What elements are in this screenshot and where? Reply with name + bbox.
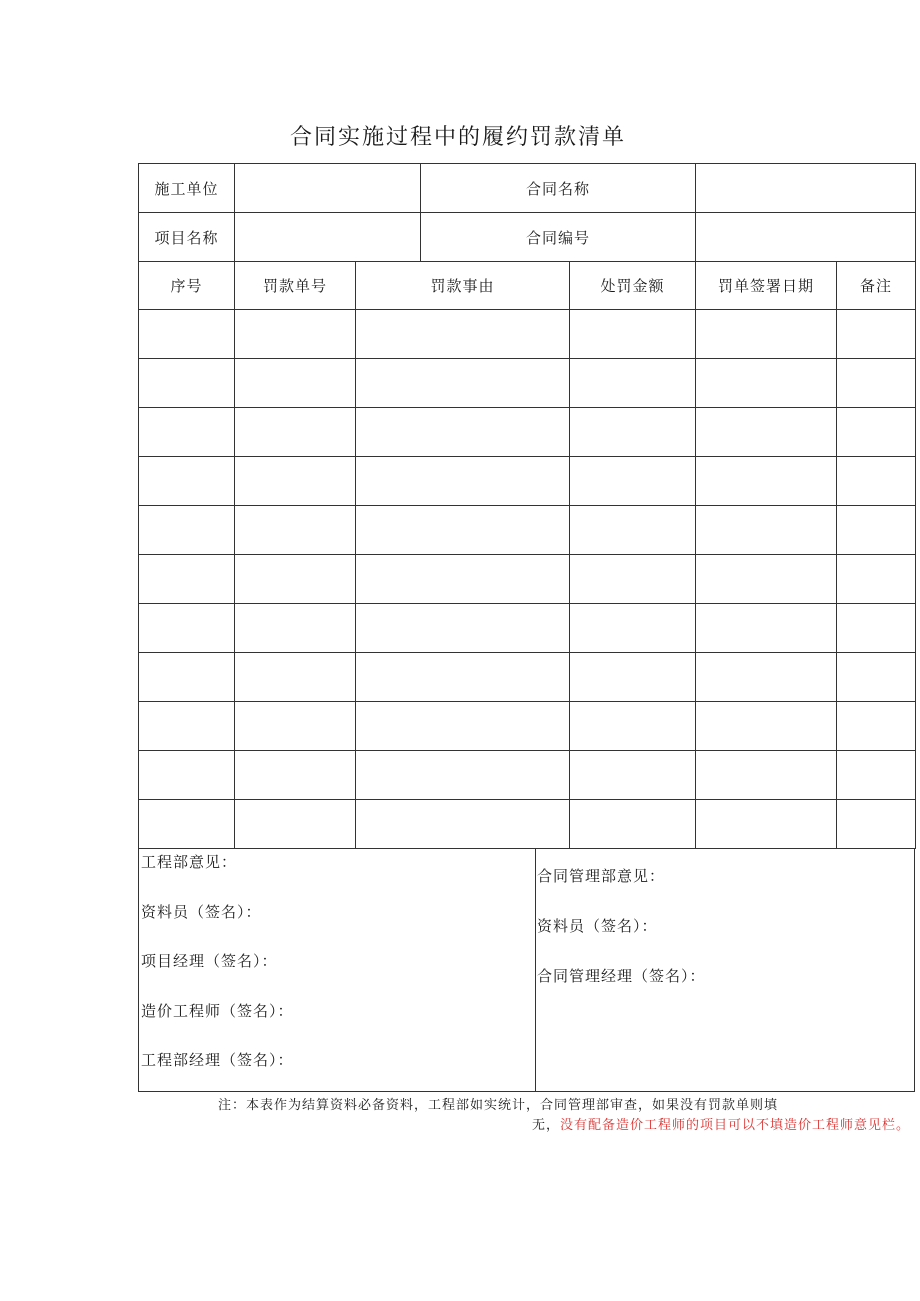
penalty-no-cell[interactable] bbox=[235, 359, 356, 408]
amount-cell[interactable] bbox=[570, 506, 696, 555]
header-remark: 备注 bbox=[837, 262, 916, 310]
penalty-no-cell[interactable] bbox=[235, 408, 356, 457]
remark-cell[interactable] bbox=[837, 506, 916, 555]
penalty-no-cell[interactable] bbox=[235, 457, 356, 506]
seq-cell[interactable] bbox=[139, 702, 235, 751]
sign-date-cell[interactable] bbox=[696, 359, 837, 408]
reason-cell[interactable] bbox=[356, 457, 570, 506]
seq-cell[interactable] bbox=[139, 604, 235, 653]
opinions-section bbox=[138, 849, 915, 1092]
table-row bbox=[139, 653, 916, 702]
info-row-1 bbox=[139, 164, 916, 213]
sign-date-cell[interactable] bbox=[696, 702, 837, 751]
seq-cell[interactable] bbox=[139, 310, 235, 359]
page-title-text: 合同实施过程中的履约罚款清单 bbox=[289, 125, 626, 150]
remark-cell[interactable] bbox=[837, 800, 916, 849]
contract-dept-opinion-label: 合同管理部意见： bbox=[537, 867, 666, 885]
remark-cell[interactable] bbox=[837, 408, 916, 457]
project-manager-sign-label: 项目经理（签名）： bbox=[141, 952, 278, 970]
reason-cell[interactable] bbox=[356, 653, 570, 702]
project-name-field[interactable] bbox=[235, 213, 421, 262]
remark-cell[interactable] bbox=[837, 604, 916, 653]
table-row bbox=[139, 800, 916, 849]
remark-cell[interactable] bbox=[837, 457, 916, 506]
engineering-dept-opinion-label: 工程部意见： bbox=[141, 853, 238, 871]
reason-cell[interactable] bbox=[356, 604, 570, 653]
remark-cell[interactable] bbox=[837, 702, 916, 751]
page-title bbox=[0, 121, 920, 155]
header-sign-date: 罚单签署日期 bbox=[696, 262, 837, 310]
penalty-no-cell[interactable] bbox=[235, 506, 356, 555]
sign-date-cell[interactable] bbox=[696, 800, 837, 849]
amount-cell[interactable] bbox=[570, 653, 696, 702]
penalty-no-cell[interactable] bbox=[235, 310, 356, 359]
seq-cell[interactable] bbox=[139, 800, 235, 849]
seq-cell[interactable] bbox=[139, 359, 235, 408]
amount-cell[interactable] bbox=[570, 555, 696, 604]
remark-cell[interactable] bbox=[837, 751, 916, 800]
remark-cell[interactable] bbox=[837, 359, 916, 408]
footnote-line-2 bbox=[532, 1114, 910, 1133]
reason-cell[interactable] bbox=[356, 408, 570, 457]
amount-cell[interactable] bbox=[570, 751, 696, 800]
sign-date-cell[interactable] bbox=[696, 604, 837, 653]
table-row bbox=[139, 702, 916, 751]
footnote-line-2-black: 无， bbox=[531, 1118, 560, 1133]
header-reason: 罚款事由 bbox=[356, 262, 570, 310]
table-row bbox=[139, 359, 916, 408]
table-row bbox=[139, 506, 916, 555]
engineering-clerk-sign-label: 资料员（签名）： bbox=[141, 903, 262, 921]
reason-cell[interactable] bbox=[356, 702, 570, 751]
seq-cell[interactable] bbox=[139, 751, 235, 800]
reason-cell[interactable] bbox=[356, 506, 570, 555]
penalty-no-cell[interactable] bbox=[235, 702, 356, 751]
table-row bbox=[139, 604, 916, 653]
reason-cell[interactable] bbox=[356, 751, 570, 800]
table-row bbox=[139, 555, 916, 604]
reason-cell[interactable] bbox=[356, 555, 570, 604]
amount-cell[interactable] bbox=[570, 604, 696, 653]
table-row bbox=[139, 751, 916, 800]
penalty-no-cell[interactable] bbox=[235, 800, 356, 849]
info-row-2 bbox=[139, 213, 916, 262]
seq-cell[interactable] bbox=[139, 408, 235, 457]
table-body bbox=[139, 310, 916, 849]
amount-cell[interactable] bbox=[570, 457, 696, 506]
unit-field[interactable] bbox=[235, 164, 421, 213]
contract-no-label: 合同编号 bbox=[421, 213, 696, 262]
table-row bbox=[139, 408, 916, 457]
seq-cell[interactable] bbox=[139, 506, 235, 555]
contract-name-field[interactable] bbox=[696, 164, 916, 213]
penalty-no-cell[interactable] bbox=[235, 751, 356, 800]
contract-clerk-sign-label: 资料员（签名）： bbox=[537, 917, 658, 935]
amount-cell[interactable] bbox=[570, 800, 696, 849]
form-table bbox=[138, 163, 916, 849]
reason-cell[interactable] bbox=[356, 359, 570, 408]
amount-cell[interactable] bbox=[570, 408, 696, 457]
reason-cell[interactable] bbox=[356, 800, 570, 849]
remark-cell[interactable] bbox=[837, 555, 916, 604]
engineering-manager-sign-label: 工程部经理（签名）： bbox=[141, 1051, 294, 1069]
remark-cell[interactable] bbox=[837, 653, 916, 702]
sign-date-cell[interactable] bbox=[696, 408, 837, 457]
sign-date-cell[interactable] bbox=[696, 751, 837, 800]
amount-cell[interactable] bbox=[570, 702, 696, 751]
reason-cell[interactable] bbox=[356, 310, 570, 359]
footnote-line-2-red: 没有配备造价工程师的项目可以不填造价工程师意见栏。 bbox=[559, 1118, 910, 1133]
contract-manager-sign-label: 合同管理经理（签名）： bbox=[537, 967, 706, 985]
header-penalty-no: 罚款单号 bbox=[235, 262, 356, 310]
table-header-row bbox=[139, 262, 916, 310]
unit-label: 施工单位 bbox=[139, 164, 235, 213]
penalty-no-cell[interactable] bbox=[235, 653, 356, 702]
cost-engineer-sign-label: 造价工程师（签名）： bbox=[141, 1002, 294, 1020]
amount-cell[interactable] bbox=[570, 359, 696, 408]
sign-date-cell[interactable] bbox=[696, 310, 837, 359]
footnote-line-1: 注：本表作为结算资料必备资料，工程部如实统计，合同管理部审查，如果没有罚款单则填 bbox=[218, 1098, 779, 1113]
remark-cell[interactable] bbox=[837, 310, 916, 359]
seq-cell[interactable] bbox=[139, 555, 235, 604]
sign-date-cell[interactable] bbox=[696, 457, 837, 506]
penalty-no-cell[interactable] bbox=[235, 604, 356, 653]
sign-date-cell[interactable] bbox=[696, 653, 837, 702]
amount-cell[interactable] bbox=[570, 310, 696, 359]
opinions-divider bbox=[535, 849, 536, 1091]
header-seq: 序号 bbox=[139, 262, 235, 310]
sign-date-cell[interactable] bbox=[696, 555, 837, 604]
contract-name-label: 合同名称 bbox=[421, 164, 696, 213]
sign-date-cell[interactable] bbox=[696, 506, 837, 555]
penalty-no-cell[interactable] bbox=[235, 555, 356, 604]
project-name-label: 项目名称 bbox=[139, 213, 235, 262]
table-row bbox=[139, 457, 916, 506]
table-row bbox=[139, 310, 916, 359]
seq-cell[interactable] bbox=[139, 653, 235, 702]
seq-cell[interactable] bbox=[139, 457, 235, 506]
penalty-form bbox=[138, 163, 915, 849]
header-amount: 处罚金额 bbox=[570, 262, 696, 310]
contract-no-field[interactable] bbox=[696, 213, 916, 262]
